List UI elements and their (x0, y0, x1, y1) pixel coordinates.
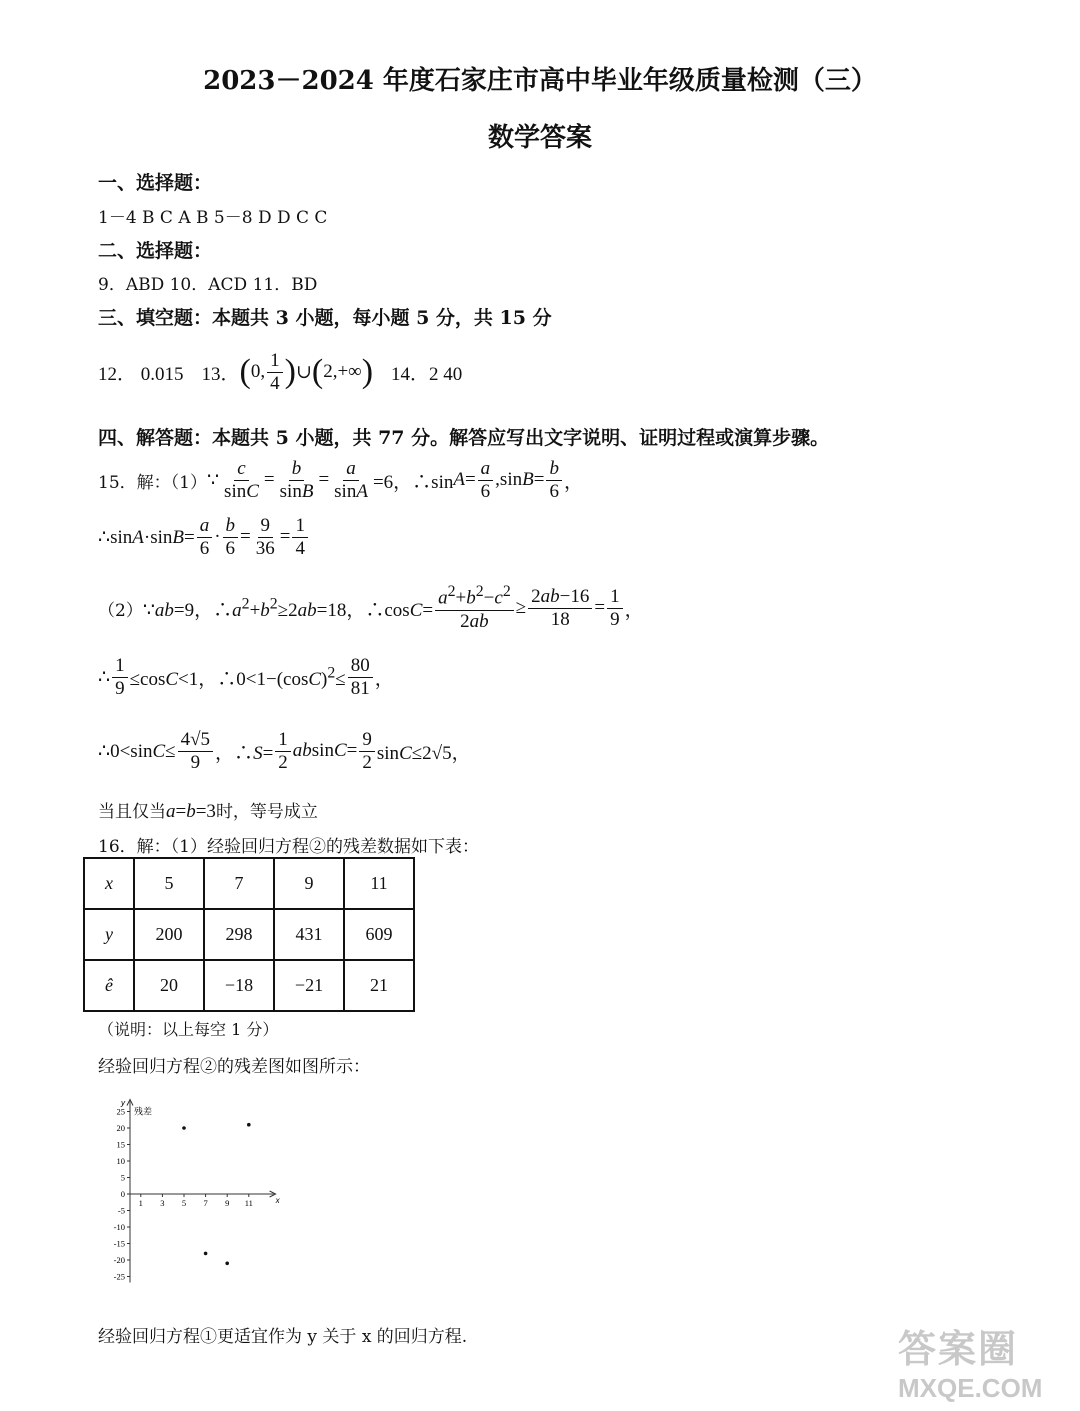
table-cell: 9 (274, 858, 344, 909)
y-tick-label: -10 (113, 1222, 125, 1232)
table-cell: 200 (134, 909, 204, 960)
section-4-heading: 四、解答题：本题共 5 小题，共 77 分。解答应写出文字说明、证明过程或演算步骤。 (98, 427, 830, 449)
y-tick-label: -20 (113, 1255, 125, 1265)
x-axis-letter: x (275, 1196, 280, 1205)
y-tick-label: -15 (113, 1238, 125, 1249)
y-tick-label: 5 (120, 1172, 125, 1183)
conclusion: 经验回归方程①更适宜作为 y 关于 x 的回归方程. (98, 1327, 468, 1347)
q15-part2-line2: ∴ $\frac{1}{9}$ ≤cosC<1，$\therefore 0<1-(\cos C)^2\le$ $\frac{80}{81}$ ， (98, 654, 394, 699)
y-tick-label: 0 (120, 1189, 125, 1199)
data-point (247, 1123, 251, 1127)
table-note: （说明：以上每空 1 分） (98, 1020, 279, 1039)
data-point (182, 1126, 186, 1130)
x-tick-label: 3 (160, 1198, 165, 1208)
section-3-heading: 三、填空题：本题共 3 小题，每小题 5 分，共 15 分 (98, 307, 552, 329)
q13-left-paren: ( (239, 353, 251, 390)
table-row-label: ê (84, 960, 134, 1011)
y-tick-label: -25 (113, 1271, 125, 1282)
table-row (84, 960, 414, 1011)
y-axis-label: 残差 (134, 1107, 153, 1118)
table-cell: 5 (134, 858, 204, 909)
section-1-answers: 1－4 B C A B 5－8 D D C C (98, 208, 328, 228)
x-tick-label: 7 (203, 1198, 208, 1208)
q15-equality-note: 当且仅当a=b=3时，等号成立 (98, 801, 318, 822)
fill-in-answers: 12． 0.015 13． ( 0, $\frac{1}{4}$ ) ∪ ( 2,+∞ ) 14．2 40 (98, 349, 463, 394)
table-cell: 431 (274, 909, 344, 960)
y-tick-label: -5 (117, 1205, 125, 1216)
x-tick-label: 9 (225, 1198, 230, 1208)
q13-label: 13． (201, 363, 240, 385)
y-tick-label: 10 (116, 1156, 125, 1166)
table-cell: −21 (274, 960, 344, 1011)
table-row-label: x (84, 858, 134, 909)
q15-part2-line3: ∴0<sinC≤ $\frac{4√5}{9}$ ，∴S= $\frac{1}{2}$ absinC= $\frac{9}{2}$ sinC≤2√5， (98, 728, 471, 773)
residual-table (83, 857, 415, 1012)
table-cell: 609 (344, 909, 414, 960)
section-2-answers: 9．ABD 10．ACD 11．BD (98, 275, 318, 295)
table-cell: 21 (344, 960, 414, 1011)
table-cell: 11 (344, 858, 414, 909)
q14-answer: 14．2 40 (391, 363, 463, 385)
q15-part1-line1: 15．解：（1） ∵ $\frac{c}{\sin C}$ = $\frac{b}{\sin B}$ = $\frac{a}{\sin A}$ =6，∴sin A = $\frac{a}{6}$ ,sin B = $\frac{b}{6}$ ， (98, 457, 583, 502)
y-tick-label: 20 (116, 1123, 125, 1133)
document-subtitle: 数学答案 (487, 123, 592, 153)
y-axis-letter: y (121, 1098, 125, 1108)
section-1-heading: 一、选择题： (98, 172, 213, 194)
x-tick-label: 1 (138, 1198, 143, 1208)
table-cell: −18 (204, 960, 274, 1011)
q16-intro: 16．解：（1）经验回归方程②的残差数据如下表： (98, 837, 479, 857)
q12-answer: 12． 0.015 (98, 363, 184, 385)
table-cell: 7 (204, 858, 274, 909)
y-tick-label: 15 (116, 1139, 125, 1150)
table-cell: 298 (204, 909, 274, 960)
table-row-label: y (84, 909, 134, 960)
data-point (225, 1262, 229, 1266)
q15-part1-line2: ∴sinA·sinB= $\frac{a}{6}$ · $\frac{b}{6}$ = $\frac{9}{36}$ = $\frac{1}{4}$ (98, 511, 310, 563)
section-2-heading: 二、选择题： (98, 240, 213, 262)
table-row (84, 909, 414, 960)
y-tick-label: 25 (116, 1106, 125, 1117)
table-row (84, 858, 414, 909)
data-point (204, 1252, 208, 1256)
watermark: 答案圈 MXQE.COM (898, 1329, 1043, 1403)
table-cell: 20 (134, 960, 204, 1011)
document-title: 2023－2024 年度石家庄市高中毕业年级质量检测（三） (203, 66, 877, 96)
residual-plot (100, 1090, 300, 1295)
x-tick-label: 5 (181, 1198, 187, 1208)
plot-intro: 经验回归方程②的残差图如图所示： (98, 1057, 370, 1077)
x-tick-label: 11 (244, 1198, 253, 1208)
q15-part2-line1: （2） ∵ab=9，$\therefore a^2+b^2\ge 2ab=18$，∴cosC= $\frac{a^2+b^2-c^2}{2ab}$ ≥ $\frac{2ab-16}{18}$ = $\frac{1}{9}$ ， (98, 583, 644, 632)
q13-fraction: $\frac{1}{4}$ (267, 351, 283, 394)
